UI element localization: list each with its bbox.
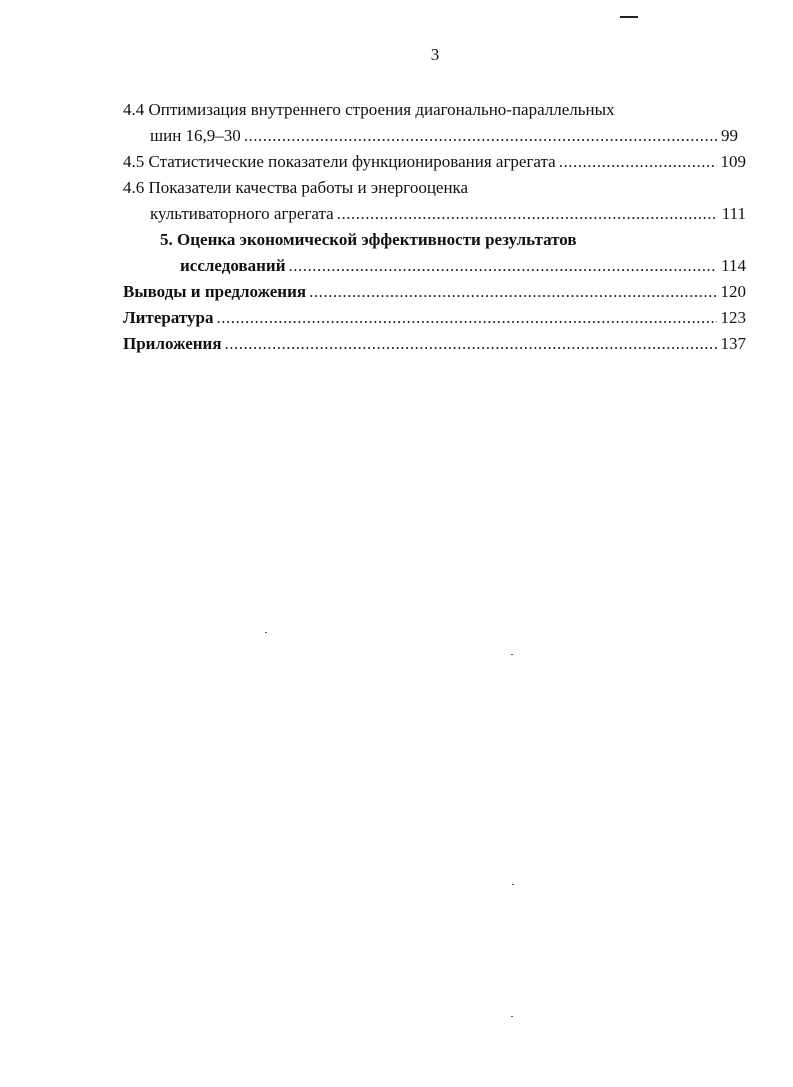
toc-entry-4-4[interactable]	[150, 125, 738, 147]
toc-entry-4-6-heading	[123, 177, 743, 199]
scan-speck	[511, 1016, 513, 1017]
toc-entry-5[interactable]	[180, 255, 746, 277]
toc-entry-text: 4.5 Статистические показатели функционирования агрегата	[123, 152, 556, 171]
toc-entry-page: 99	[721, 126, 738, 145]
toc-leader-dots	[244, 125, 717, 147]
toc-entry-text: 4.4 Оптимизация внутреннего строения диагонально-параллельных	[123, 100, 615, 119]
toc-entry-text: 4.6 Показатели качества работы и энергооценка	[123, 178, 469, 197]
toc-entry-text: шин 16,9–30	[150, 126, 241, 145]
scan-mark	[620, 16, 638, 18]
toc-entry-text: 5. Оценка экономической эффективности результатов	[160, 230, 577, 249]
toc-entry-page: 114	[721, 256, 746, 275]
toc-entry-page: 123	[720, 308, 746, 327]
toc-leader-dots	[289, 255, 718, 277]
toc-entry-text: Выводы и предложения	[123, 282, 307, 301]
toc-entry-5-heading	[160, 229, 740, 251]
scan-speck	[265, 632, 267, 633]
toc-leader-dots	[225, 333, 717, 355]
toc-entry-text: исследований	[180, 256, 286, 275]
toc-entry-4-5[interactable]	[123, 151, 746, 173]
toc-entry-text: Литература	[123, 308, 214, 327]
toc-entry-conclusions[interactable]	[123, 281, 746, 303]
toc-entry-literature[interactable]	[123, 307, 746, 329]
toc-entry-page: 111	[721, 204, 746, 223]
toc-entry-4-4-heading	[123, 99, 743, 121]
toc-entry-text: Приложения	[123, 334, 222, 353]
toc-entry-4-6[interactable]	[150, 203, 746, 225]
toc-entry-page: 120	[720, 282, 746, 301]
scan-speck	[512, 884, 514, 885]
page-number: 3	[430, 45, 440, 64]
scan-speck	[511, 654, 513, 655]
toc-leader-dots	[559, 151, 717, 173]
toc-entry-page: 137	[720, 334, 746, 353]
toc-leader-dots	[337, 203, 718, 225]
toc-entry-text: культиваторного агрегата	[150, 204, 334, 223]
toc-leader-dots	[216, 307, 716, 329]
toc-entry-page: 109	[720, 152, 746, 171]
toc-entry-appendices[interactable]	[123, 333, 746, 355]
toc-leader-dots	[309, 281, 716, 303]
